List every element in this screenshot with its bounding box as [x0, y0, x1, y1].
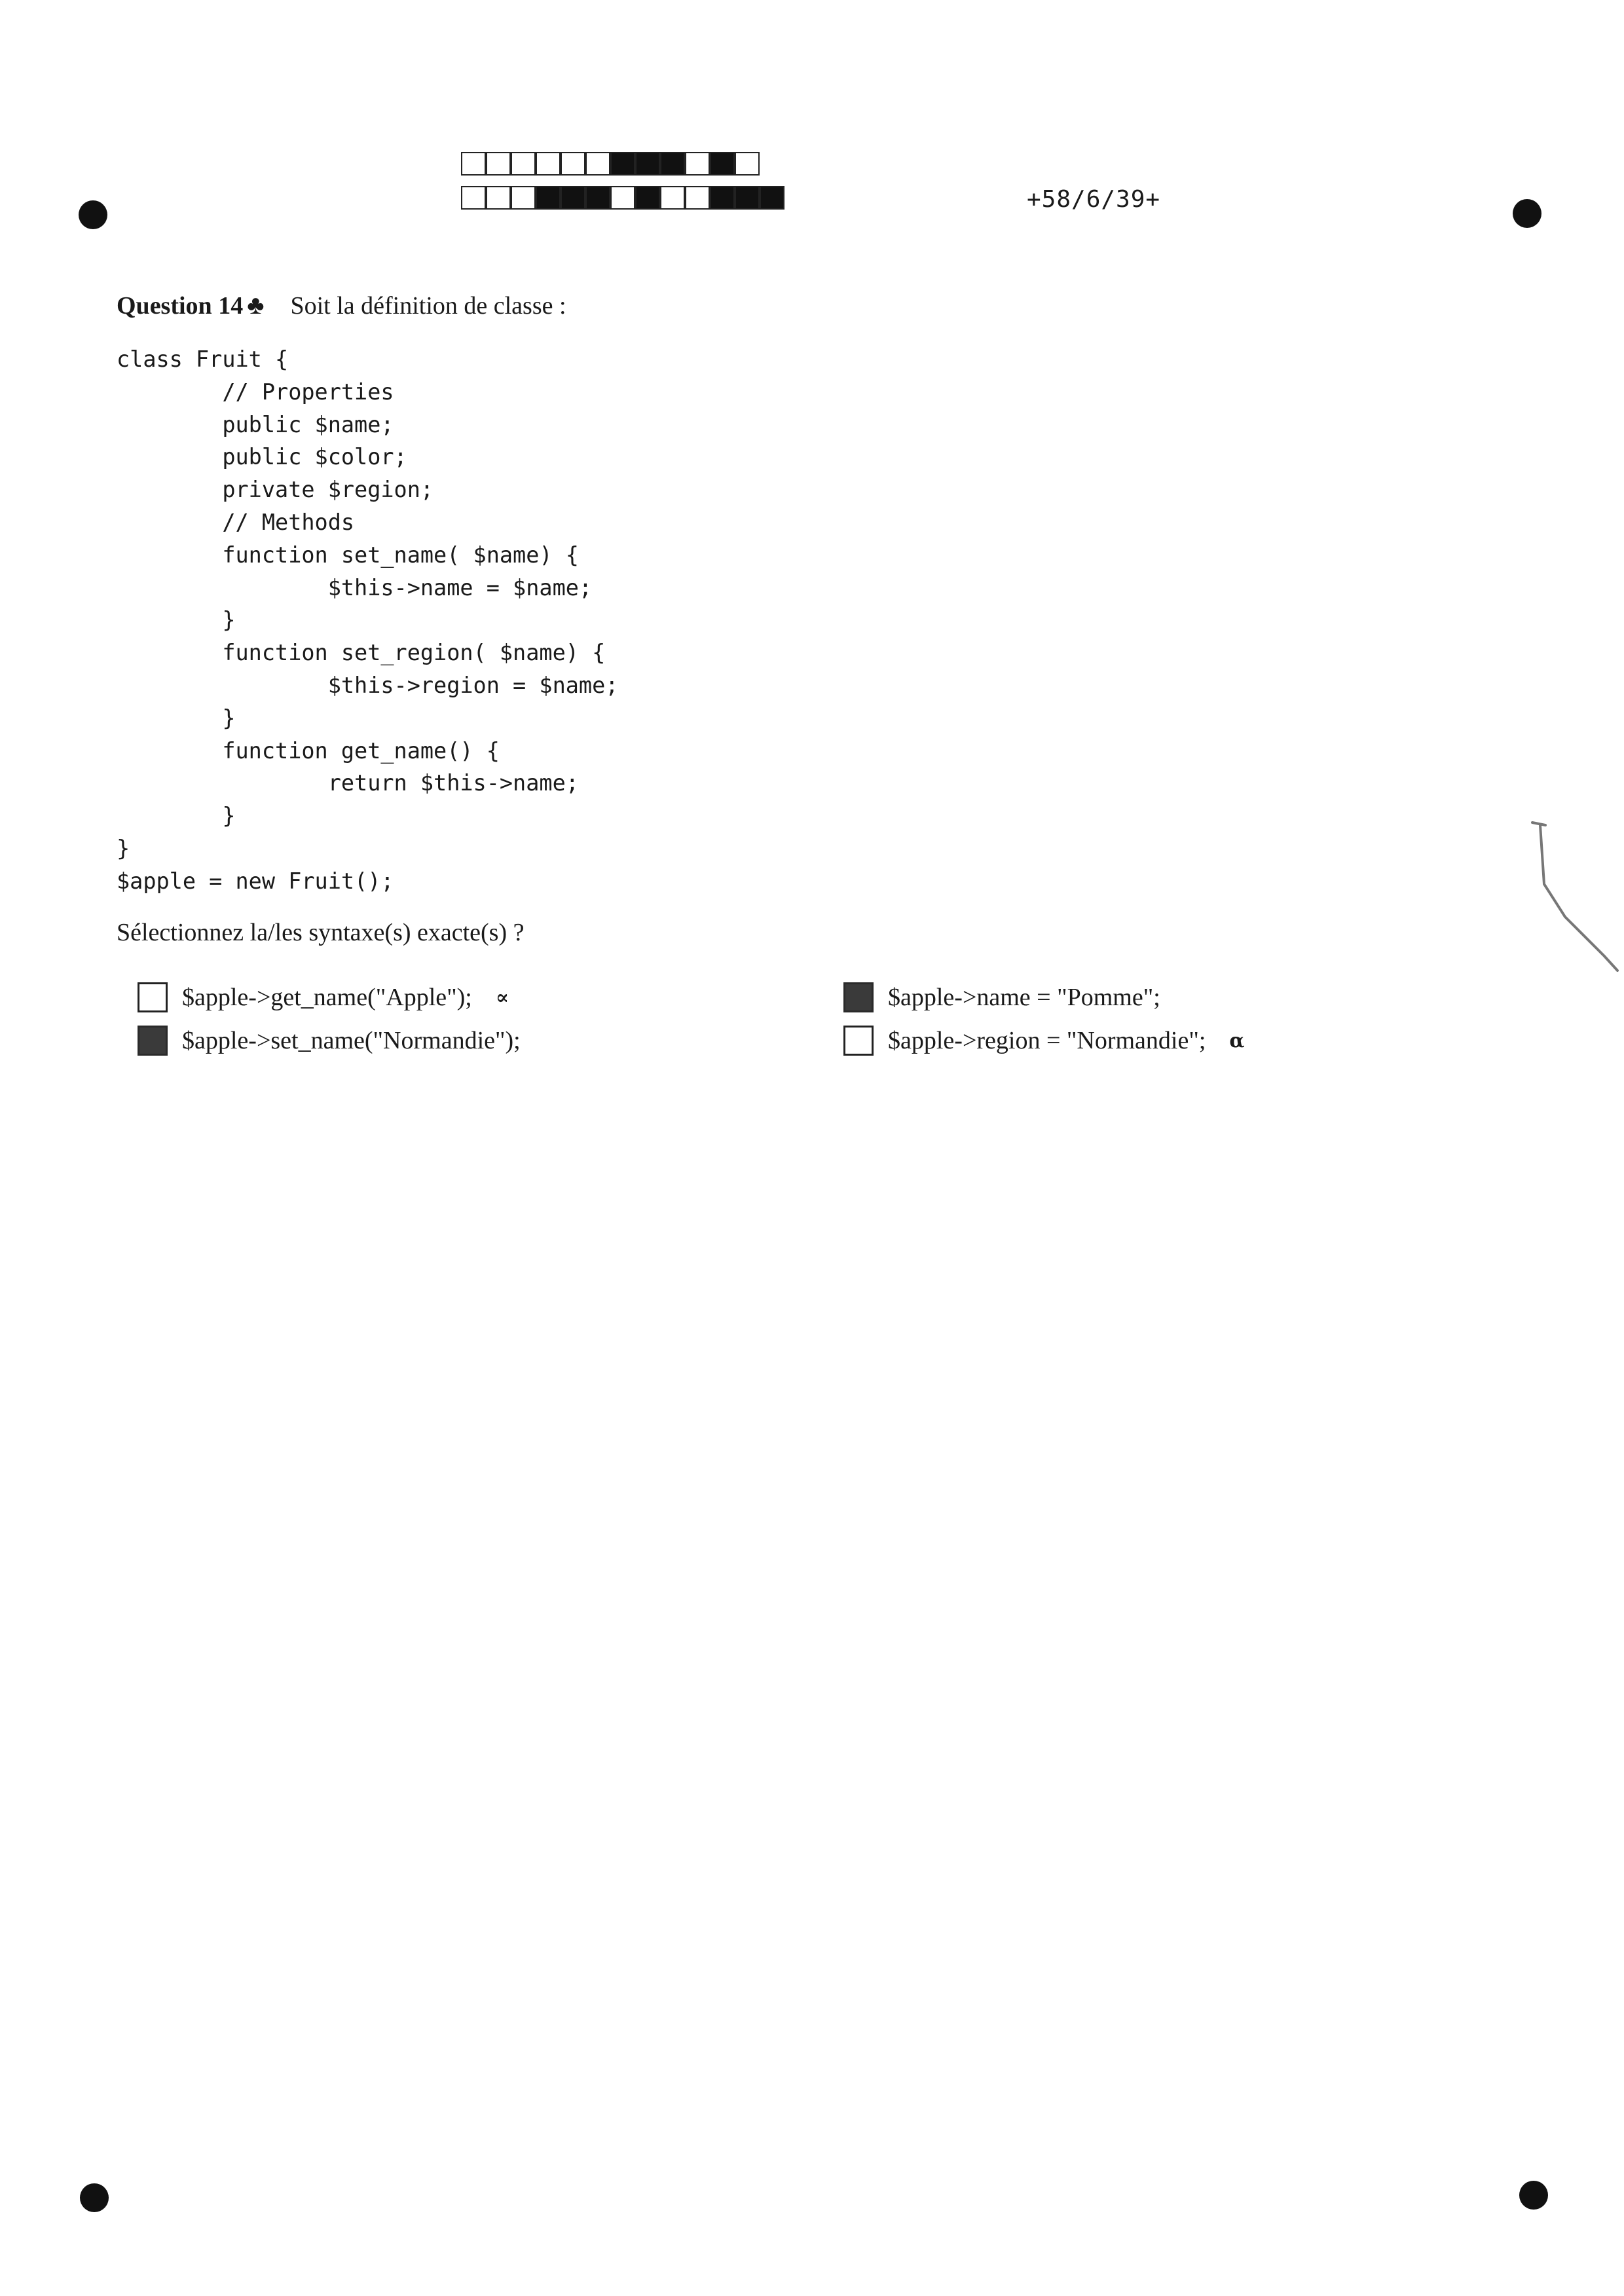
barcode-row-bottom — [461, 186, 784, 210]
answer-text: $apple->region = "Normandie"; — [888, 1027, 1206, 1054]
barcode-cell — [685, 186, 710, 210]
barcode-cell — [685, 152, 710, 176]
barcode-cell — [635, 186, 660, 210]
pen-stroke — [1526, 819, 1624, 976]
barcode-cell — [610, 152, 635, 176]
answer-checkbox[interactable] — [843, 982, 874, 1012]
club-icon: ♣ — [247, 290, 265, 320]
answer-checkbox[interactable] — [843, 1026, 874, 1056]
question-header — [117, 289, 566, 320]
barcode-cell — [486, 152, 511, 176]
answer-text: $apple->set_name("Normandie"); — [182, 1027, 521, 1054]
barcode-cell — [585, 186, 610, 210]
barcode-cell — [735, 186, 760, 210]
barcode-cell — [536, 152, 561, 176]
registration-mark-bottom-right — [1519, 2181, 1548, 2210]
barcode-cell — [511, 152, 536, 176]
barcode-cell — [760, 186, 784, 210]
registration-mark-top-left — [79, 200, 107, 229]
answer-option[interactable] — [843, 1026, 1245, 1056]
handwritten-mark: ∝ — [495, 986, 509, 1009]
answer-checkbox[interactable] — [138, 1026, 168, 1056]
registration-mark-bottom-left — [80, 2183, 109, 2212]
page-id: +58/6/39+ — [1027, 186, 1161, 213]
barcode-cell — [461, 152, 486, 176]
barcode-cell — [536, 186, 561, 210]
code-block: class Fruit { // Properties public $name; public $color; private $region; // Methods function set_name( $name) { $this->name = $name; } function set_region( $name) { $this->region = $name; } function get_name() { return $this->name; } } $apple = new Fruit(); — [117, 346, 619, 894]
barcode-cell — [610, 186, 635, 210]
barcode-cell — [735, 152, 760, 176]
answer-option[interactable] — [138, 982, 509, 1012]
barcode-cell — [511, 186, 536, 210]
question-label: Question 14 — [117, 292, 244, 320]
answer-text: $apple->name = "Pomme"; — [888, 984, 1160, 1011]
handwritten-mark: α — [1229, 1029, 1245, 1052]
barcode-cell — [710, 152, 735, 176]
question-prompt: Sélectionnez la/les syntaxe(s) exacte(s) ? — [117, 919, 525, 946]
answer-checkbox[interactable] — [138, 982, 168, 1012]
barcode-cell — [660, 152, 685, 176]
answer-text: $apple->get_name("Apple"); — [182, 984, 472, 1011]
barcode-cell — [660, 186, 685, 210]
question-intro: Soit la définition de classe : — [290, 292, 566, 320]
registration-mark-top-right — [1513, 199, 1541, 228]
answer-option[interactable] — [843, 982, 1184, 1012]
barcode-cell — [561, 152, 585, 176]
barcode-cell — [585, 152, 610, 176]
barcode-cell — [635, 152, 660, 176]
barcode-cell — [461, 186, 486, 210]
answer-option[interactable] — [138, 1026, 544, 1056]
barcode-row-top — [461, 152, 760, 176]
barcode-cell — [486, 186, 511, 210]
barcode-cell — [561, 186, 585, 210]
barcode-cell — [710, 186, 735, 210]
